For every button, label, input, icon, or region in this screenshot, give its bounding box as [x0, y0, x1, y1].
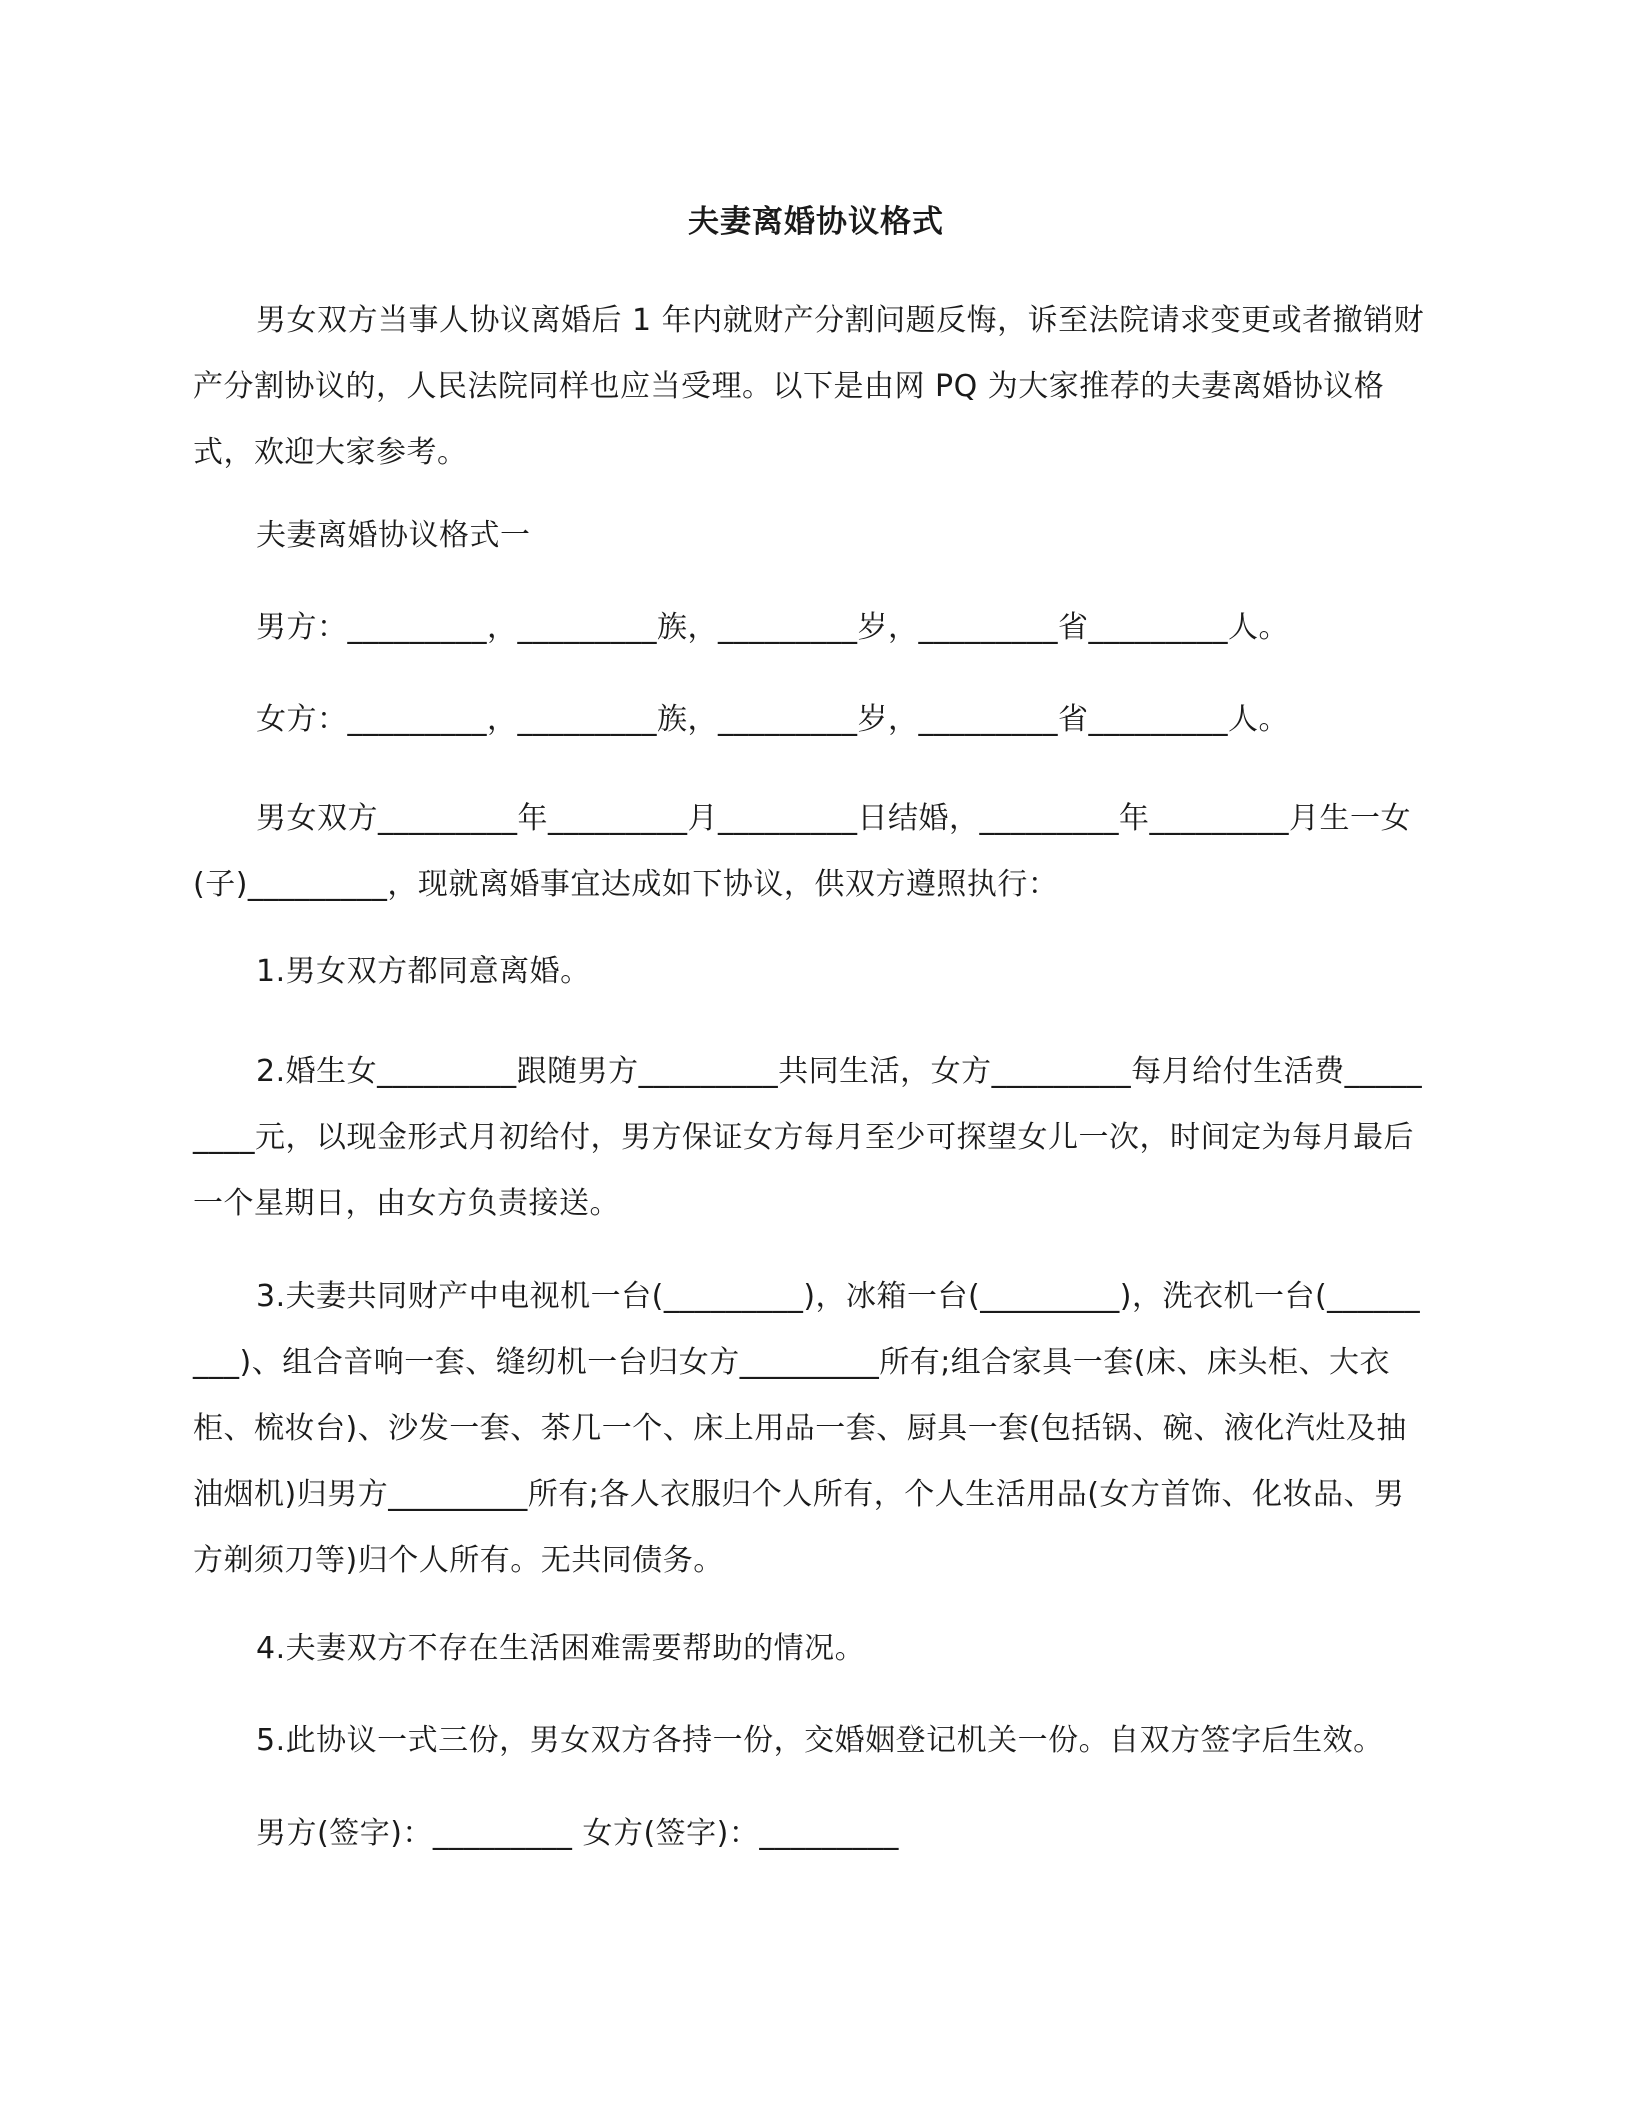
- section-heading: 夫妻离婚协议格式一: [256, 518, 531, 553]
- clause-3: 3.夫妻共同财产中电视机一台(_________)，冰箱一台(_________)，洗衣机一台(_________)、组合音响一套、缝纫机一台归女方_________所有;组合家具一套(床、床头柜、大衣柜、梳妆台)、沙发一套、茶几一个、床上用品一套、厨具一套(包括锅、碗、液化汽灶及抽油烟机)归男方_________所有;各人衣服归个人所有，个人生活用品(女方首饰、化妆品、男方剃须刀等)归个人所有。无共同债务。: [193, 1279, 1421, 1578]
- signature-line: 男方(签字)：_________ 女方(签字)：_________: [256, 1816, 899, 1851]
- clause-1: 1.男女双方都同意离婚。: [256, 954, 591, 989]
- female-info-line: 女方：_________，_________族，_________岁，_________省_________人。: [256, 702, 1289, 737]
- clause-2: 2.婚生女_________跟随男方_________共同生活，女方_________每月给付生活费_________元，以现金形式月初给付，男方保证女方每月至少可探望女儿一次，时间定为每月最后一个星期日，由女方负责接送。: [193, 1054, 1423, 1221]
- clause-5: 5.此协议一式三份，男女双方各持一份，交婚姻登记机关一份。自双方签字后生效。: [256, 1723, 1384, 1758]
- male-info-line: 男方：_________，_________族，_________岁，_________省_________人。: [256, 610, 1289, 645]
- marriage-paragraph: 男女双方_________年_________月_________日结婚，_________年_________月生一女(子)_________，现就离婚事宜达成如下协议，供双方遵照执行：: [193, 801, 1411, 902]
- document-title: 夫妻离婚协议格式: [688, 204, 944, 240]
- intro-paragraph: 男女双方当事人协议离婚后 1 年内就财产分割问题反悔，诉至法院请求变更或者撤销财产分割协议的，人民法院同样也应当受理。以下是由网 PQ 为大家推荐的夫妻离婚协议格式，欢迎大家参考。: [193, 303, 1425, 470]
- clause-4: 4.夫妻双方不存在生活困难需要帮助的情况。: [256, 1631, 866, 1666]
